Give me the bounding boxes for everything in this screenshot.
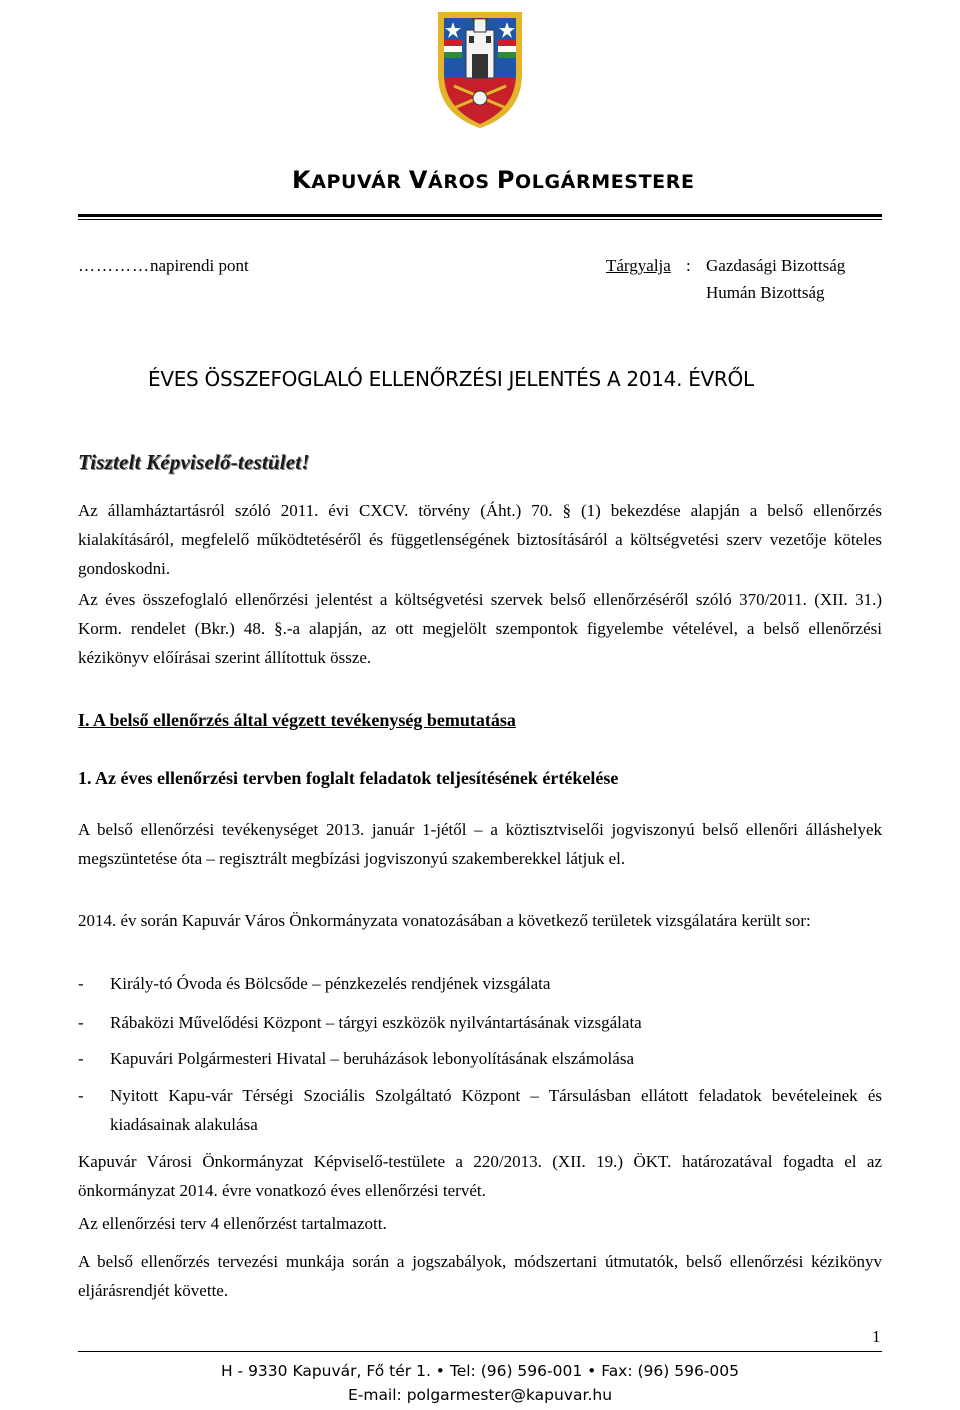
- agenda-item-dots: …………: [78, 256, 150, 275]
- header-divider-thin: [78, 219, 882, 220]
- document-title: ÉVES ÖSSZEFOGLALÓ ELLENŐRZÉSI JELENTÉS A 2014. ÉVRŐL: [148, 367, 754, 391]
- list-bullet: -: [78, 1086, 84, 1105]
- staffing-paragraph: A belső ellenőrzési tevékenységet 2013. január 1-jétől – a köztisztviselői jogviszonyú belső ellenőri álláshelyek megszüntetése óta – regisztrált megbízási jogviszonyú szakemberekkel látjuk el.: [78, 820, 882, 868]
- footer-address: H - 9330 Kapuvár, Fő tér 1. • Tel: (96) 596-001 • Fax: (96) 596-005: [220, 1362, 740, 1380]
- section-heading: I. A belső ellenőrzés által végzett tevékenység bemutatása: [78, 710, 516, 730]
- footer-email: E-mail: polgarmester@kapuvar.hu: [347, 1386, 613, 1404]
- basis-paragraph: Az éves összefoglaló ellenőrzési jelentést a költségvetési szervek belső ellenőrzéséről szóló 370/2011. (XII. 31.) Korm. rendelet (Bkr.) 48. §.-a alapján, az ott megjelölt szempontok figyelembe vételével, a belső ellenőrzési kézikönyv előírásai szerint állítottuk össze.: [78, 590, 882, 667]
- list-item: Nyitott Kapu-vár Térségi Szociális Szolgáltató Központ – Társulásban ellátott feladatok bevételeinek és kiadásainak alakulása: [110, 1086, 882, 1134]
- footer-divider: [78, 1351, 882, 1352]
- agenda-item-number: [78, 256, 249, 276]
- audit-areas-intro: 2014. év során Kapuvár Város Önkormányzata vonatozásában a következő területek vizsgálatára került sor:: [78, 911, 811, 930]
- resolution-paragraph: Kapuvár Városi Önkormányzat Képviselő-testülete a 220/2013. (XII. 19.) ÖKT. határozatával fogadta el az önkormányzat 2014. évre vonatkozó éves ellenőrzési tervét.: [78, 1152, 882, 1200]
- page-number: 1: [872, 1327, 881, 1346]
- list-item: Király-tó Óvoda és Bölcsőde – pénzkezelés rendjének vizsgálata: [110, 974, 551, 993]
- salutation: Tisztelt Képviselő-testület!: [78, 450, 310, 474]
- office-title-word: POLGÁRMESTERE: [496, 166, 695, 194]
- header-divider: [78, 214, 882, 217]
- plan-count-paragraph: Az ellenőrzési terv 4 ellenőrzést tartalmazott.: [78, 1214, 387, 1233]
- list-item: Kapuvári Polgármesteri Hivatal – beruházások lebonyolításának elszámolása: [110, 1049, 634, 1068]
- discussed-by-label: Tárgyalja: [606, 256, 671, 275]
- office-title-word: KAPUVÁR: [292, 166, 402, 194]
- city-crest-icon: [430, 4, 530, 128]
- committee-name: Humán Bizottság: [706, 283, 825, 302]
- list-item: Rábaközi Művelődési Központ – tárgyi eszközök nyilvántartásának vizsgálata: [110, 1013, 642, 1032]
- agenda-item-label: napirendi pont: [150, 256, 249, 275]
- office-title-word: VÁROS: [408, 166, 490, 194]
- subsection-heading: 1. Az éves ellenőrzési tervben foglalt feladatok teljesítésének értékelése: [78, 768, 619, 788]
- methodology-paragraph: A belső ellenőrzés tervezési munkája során a jogszabályok, módszertani útmutatók, belső ellenőrzési kézikönyv eljárásrendjét követte.: [78, 1252, 882, 1300]
- list-bullet: -: [78, 1049, 84, 1068]
- list-bullet: -: [78, 1013, 84, 1032]
- list-bullet: -: [78, 974, 84, 993]
- intro-paragraph: Az államháztartásról szóló 2011. évi CXCV. törvény (Áht.) 70. § (1) bekezdése alapján a belső ellenőrzés kialakításáról, megfelelő működtetéséről és függetlenségének biztosításáról a költségvetési szerv vezetője köteles gondoskodni.: [78, 501, 882, 578]
- office-title: [292, 166, 695, 194]
- discussed-by-separator: :: [686, 256, 691, 275]
- committee-name: Gazdasági Bizottság: [706, 256, 846, 275]
